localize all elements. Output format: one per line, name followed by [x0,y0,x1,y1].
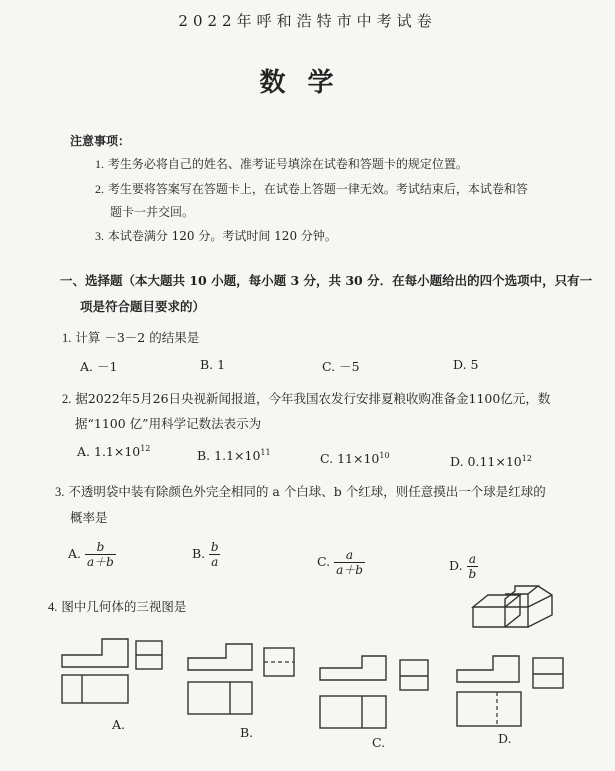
q4-option-d-label: D. [498,731,512,746]
q1-option-a[interactable]: A. －1 [80,359,118,374]
q1-option-b[interactable]: B. 1 [200,357,226,372]
question-2: 2. 据2022年5月26日央视新闻报道，今年我国农发行安排夏粮收购准备金1100亿元，数 [62,391,551,406]
subject-title: 数学 [259,68,356,98]
notice-item-2: 2. 考生要将答案写在答题卡上，在试卷上答题一律无效。考试结束后，本试卷和答 [95,182,528,196]
question-1: 1. 计算 －3－2 的结果是 [62,330,200,345]
q4-option-c-views[interactable] [318,650,433,735]
notice-title: 注意事项： [70,134,131,148]
q4-option-b-views[interactable] [186,640,301,720]
q1-option-c[interactable]: C. －5 [322,359,360,374]
notice-item-3: 3. 本试卷满分 120 分。考试时间 120 分钟。 [95,229,337,243]
section-heading: 一、选择题（本大题共 10 小题，每小题 3 分，共 30 分．在每小题给出的四个选项中，只有一 [60,273,593,288]
q2-option-b[interactable]: B. $1.1\times 10^{11}$ [197,448,271,464]
question-3: 3. 不透明袋中装有除颜色外完全相同的 a 个白球、b 个红球，则任意摸出一个球是红球的 [55,484,546,499]
q3-option-c[interactable]: C. $\frac{a}{a+b}$ [317,548,363,577]
q4-option-a-label: A. [112,717,126,732]
section-heading-cont: 项是符合题目要求的） [80,299,206,314]
question-4: 4. 图中几何体的三视图是 [48,599,187,614]
q1-option-d[interactable]: D. 5 [453,357,479,372]
q3-option-d[interactable]: D. $\frac{a}{b}$ [449,552,477,581]
q3-option-a[interactable]: A. $\frac{b}{a+b}$ [68,540,114,569]
q2-option-a[interactable]: A. $1.1\times 10^{12}$ [77,444,151,460]
question-3-cont: 概率是 [70,510,108,525]
exam-title: 2022年呼和浩特市中考试卷 [178,12,437,30]
q4-option-b-label: B. [240,725,254,740]
q2-option-d[interactable]: D. $0.11\times 10^{12}$ [450,454,532,470]
solid-3d-figure [468,585,558,640]
q4-option-d-views[interactable] [455,650,575,735]
notice-item-1: 1. 考生务必将自己的姓名、准考证号填涂在试卷和答题卡的规定位置。 [95,157,468,171]
question-2-cont: 据“1100 亿”用科学记数法表示为 [75,416,262,431]
q3-option-b[interactable]: B. $\frac{b}{a}$ [192,540,219,569]
q4-option-c-label: C. [372,735,386,750]
q4-option-a-views[interactable] [60,635,175,710]
q2-option-c[interactable]: C. $11\times 10^{10}$ [320,451,390,467]
notice-item-2-cont: 题卡一并交回。 [110,205,195,219]
